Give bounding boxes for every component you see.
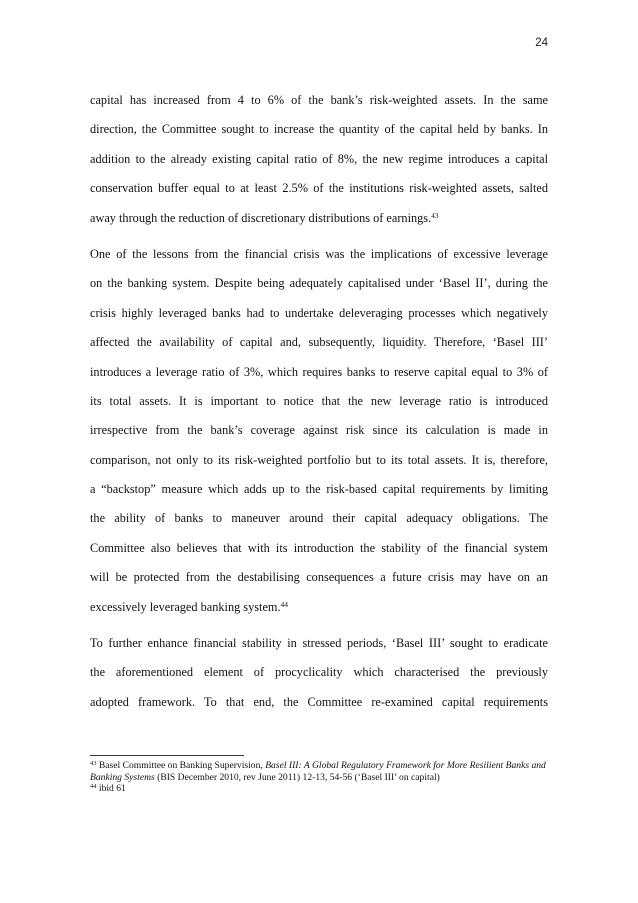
footnotes [90,760,550,795]
text-line: capital has increased from 4 to 6% of the bank’s risk-weighted assets. In the same [90,93,548,107]
footnote-title: Basel III: A Global Regulatory Framework for More Resilient Banks and Banking Systems [90,760,546,783]
text-line: affected the availability of capital and, subsequently, liquidity. Therefore, ‘Basel III’ [90,335,548,350]
footnote-reference[interactable]: 44 [280,599,289,609]
footnote-number: 43 [90,760,97,767]
paragraph-3 [90,631,548,719]
text-line: conservation buffer equal to at least 2.5% of the institutions risk-weighted assets, salted [90,181,548,196]
footnote-text: ibid 61 [96,783,126,795]
text-line-content: away through the reduction of discretionary distributions of earnings. [90,210,432,225]
text-line: on the banking system. Despite being adequately capitalised under ‘Basel II’, during the [90,276,548,291]
text-line: direction, the Committee sought to increase the quantity of the capital held by banks. In [90,122,548,137]
text-line: crisis highly leveraged banks had to undertake deleveraging processes which negatively [90,305,548,320]
footnote-reference[interactable]: 43 [431,210,439,220]
text-line: the aforementioned element of procyclicality which characterised the previously [90,665,548,680]
text-line: a “backstop” measure which adds up to the risk-based capital requirements by limiting [90,482,548,497]
text-line [90,595,548,624]
footnote-text: (BIS December 2010, rev June 2011) 12-13, 54-56 (‘Basel III’ on capital) [154,771,440,783]
text-line: the ability of banks to maneuver around their capital adequacy obligations. The [90,511,548,526]
text-line [90,206,548,235]
text-line: addition to the already existing capital ratio of 8%, the new regime introduces a capital [90,151,548,166]
text-line: adopted framework. To that end, the Committee re-examined capital requirements [90,694,548,709]
body-text [90,88,548,719]
text-line: its total assets. It is important to notice that the new leverage ratio is introduced [90,393,548,408]
text-line: comparison, not only to its risk-weighted portfolio but to its total assets. It is, therefore, [90,452,548,467]
text-line-content: excessively leveraged banking system. [90,599,281,614]
footnote-44 [90,783,550,795]
footnote-text: Basel Committee on Banking Supervision, [96,760,266,771]
footnote-43 [90,760,550,783]
text-line: One of the lessons from the financial crisis was the implications of excessive leverage [90,246,548,261]
text-line: To further enhance financial stability in stressed periods, ‘Basel III’ sought to eradicate [90,636,548,651]
paragraph-2 [90,242,548,624]
text-line: will be protected from the destabilising consequences a future crisis may have on an [90,570,548,585]
text-line: irrespective from the bank’s coverage against risk since its calculation is made in [90,423,548,438]
paragraph-1 [90,88,548,235]
footnote-separator [90,755,244,756]
page-number: 24 [535,37,548,49]
text-line: introduces a leverage ratio of 3%, which requires banks to reserve capital equal to 3% of [90,364,548,379]
footnote-number: 44 [90,783,97,791]
text-line: Committee also believes that with its introduction the stability of the financial system [90,540,548,555]
